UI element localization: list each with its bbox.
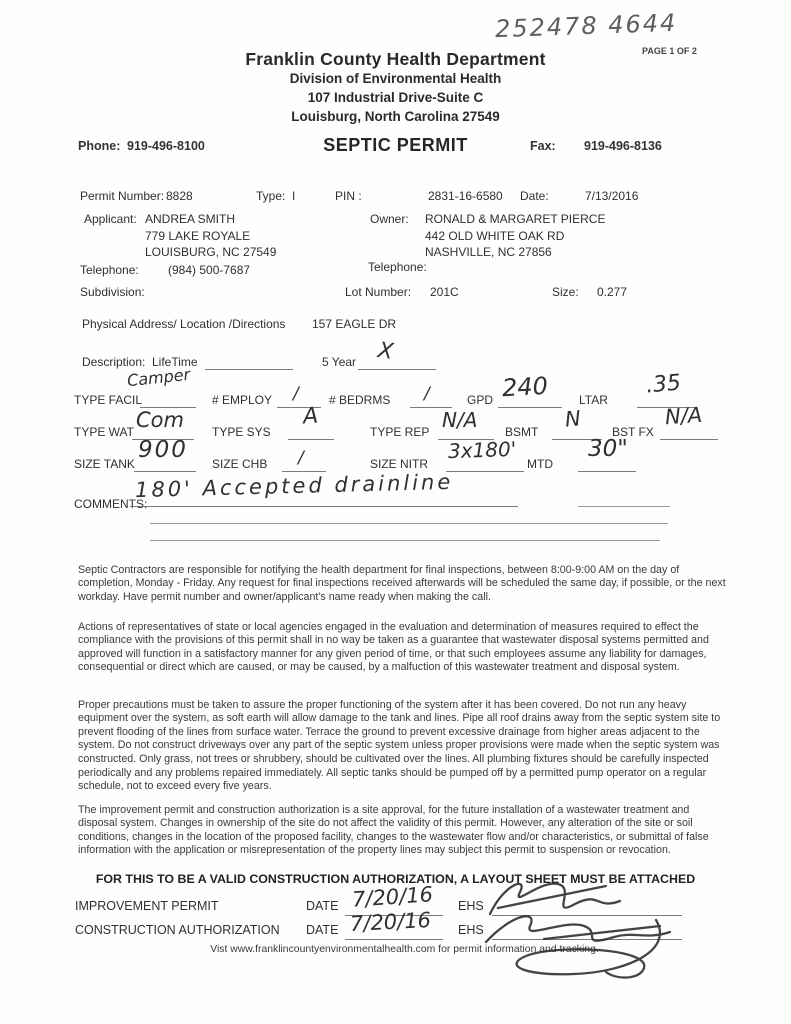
mtd-value: 30" (588, 436, 628, 462)
improvement-permit-label: IMPROVEMENT PERMIT (75, 899, 219, 913)
employ-label: # EMPLOY (212, 393, 273, 407)
owner-label: Owner: (370, 212, 409, 226)
comments-value: 180' Accepted drainline (134, 469, 454, 503)
construction-authorization-label: CONSTRUCTION AUTHORIZATION (75, 923, 280, 937)
size-tank-value: 900 (138, 437, 188, 463)
improvement-date-label: DATE (306, 899, 339, 913)
subdivision-label: Subdivision: (80, 285, 145, 299)
applicant-name: ANDREA SMITH (145, 212, 236, 226)
website-visit-line: Vist www.franklincountyenvironmentalhealth.com for permit information and tracking. (210, 944, 599, 955)
fax-label: Fax: (530, 139, 556, 153)
size-value: 0.277 (597, 285, 628, 299)
ltar-label: LTAR (579, 393, 608, 407)
size-chb-line (282, 471, 326, 472)
org-address: 107 Industrial Drive-Suite C (307, 90, 484, 105)
physical-address-value: 157 EAGLE DR (312, 317, 397, 331)
permit-type-value: I (292, 189, 296, 203)
gpd-line (498, 407, 562, 408)
date-label: Date: (520, 189, 549, 203)
org-name: Franklin County Health Department (245, 49, 546, 69)
applicant-telephone-value: (984) 500-7687 (168, 263, 251, 277)
comments-line-3 (150, 540, 660, 541)
paragraph-proper-precautions: Proper precautions must be taken to assure the proper functioning of the system after it has been covered. Do not run any heavy equipment over the system, as soft earth will allow damage to the tank and lines. Pipe all roof drains away from the septic system site to prevent flooding of the lines from surface water. Terrace the ground to prevent excessive drainage from higher areas adjacent to the system. Do not construct driveways over any part of the septic system unless proper provisions were made when the septic system was constructed. Only grass, not trees or shrubbery, should be cultivated over the lines. All plumbing fixtures should be carefully inspected periodically and any problems repaired immediately. All septic tanks should be pumped off by a permitted pump operator on a regular schedule, not to exceed every five years. (78, 698, 721, 793)
construction-ehs-label: EHS (458, 923, 484, 937)
ltar-value: .35 (644, 370, 683, 399)
size-nitr-label: SIZE NITR (370, 457, 429, 471)
size-nitr-value: 3x180' (447, 436, 517, 464)
mtd-label: MTD (527, 457, 553, 471)
paragraph-agency-liability: Actions of representatives of state or local agencies engaged in the evaluation and determination of measures required to effect the compliance with the provisions of this permit shall in no way be taken as a guarantee that wastewater disposal systems permitted and approved will function in a satisfactory manner for any given period of time, or that such employees assume any liability for damages, consequential or direct which are caused, or may be caused, by a malfuction of this wastewater treatment and disposal system. (78, 620, 709, 674)
handwritten-top-number: 252478 4644 (494, 8, 678, 44)
signature-scribble-icon (478, 876, 708, 986)
applicant-address1: 779 LAKE ROYALE (145, 229, 251, 243)
comments-label: COMMENTS: (74, 497, 148, 511)
page-number-label: PAGE 1 OF 2 (642, 46, 697, 56)
owner-telephone-label: Telephone: (368, 260, 427, 274)
date-value: 7/13/2016 (585, 189, 639, 203)
five-year-label: 5 Year (322, 355, 357, 369)
pin-label: PIN : (335, 189, 362, 203)
fax-value: 919-496-8136 (584, 139, 662, 153)
bst-fx-label: BST FX (612, 425, 654, 439)
size-chb-label: SIZE CHB (212, 457, 268, 471)
org-division: Division of Environmental Health (289, 71, 502, 86)
description-label: Description: (82, 355, 146, 369)
comments-line-1a (130, 506, 518, 507)
type-wat-value: Com (136, 408, 184, 432)
lot-number-label: Lot Number: (345, 285, 412, 299)
five-year-check-value: X (376, 338, 395, 365)
owner-address1: 442 OLD WHITE OAK RD (425, 229, 565, 243)
permit-type-label: Type: (256, 189, 286, 203)
bedrms-label: # BEDRMS (329, 393, 391, 407)
size-label: Size: (552, 285, 579, 299)
type-wat-label: TYPE WAT (74, 425, 134, 439)
gpd-value: 240 (501, 371, 549, 403)
pin-value: 2831-16-6580 (428, 189, 503, 203)
applicant-address2: LOUISBURG, NC 27549 (145, 245, 277, 259)
size-chb-value: / (298, 448, 304, 468)
construction-date-value: 7/20/16 (349, 907, 432, 937)
type-sys-label: TYPE SYS (212, 425, 271, 439)
phone-label: Phone: (78, 139, 121, 153)
improvement-ehs-label: EHS (458, 899, 484, 913)
bst-fx-value: N/A (664, 402, 703, 430)
type-rep-label: TYPE REP (370, 425, 430, 439)
paragraph-site-approval: The improvement permit and construction authorization is a site approval, for the future installation of a wastewater treatment and disposal system. Changes in ownership of the site do not affect the validity of this permit. However, any alteration of the site or soil conditions, changes in the location of the proposed facility, changes to the wastewater flow and/or characteristics, or submittal of false information with the application or misrepresentation of the property lines may subject this permit to suspension or revocation. (78, 803, 709, 857)
applicant-label: Applicant: (84, 212, 137, 226)
type-sys-line (288, 439, 334, 440)
lot-number-value: 201C (430, 285, 459, 299)
signature-stroke (498, 886, 606, 908)
comments-line-1b (578, 506, 670, 507)
permit-number-value: 8828 (166, 189, 193, 203)
gpd-label: GPD (467, 393, 494, 407)
construction-date-label: DATE (306, 923, 339, 937)
lifetime-blank-line (205, 369, 293, 370)
type-sys-value: A (302, 403, 319, 430)
five-year-line (358, 369, 436, 370)
org-city: Louisburg, North Carolina 27549 (291, 109, 500, 124)
bst-fx-line (660, 439, 718, 440)
valid-authorization-heading: FOR THIS TO BE A VALID CONSTRUCTION AUTHORIZATION, A LAYOUT SHEET MUST BE ATTACHED (95, 872, 696, 886)
phone-value: 919-496-8100 (127, 139, 205, 153)
bedrms-value: / (424, 384, 430, 404)
construction-date-line (345, 939, 443, 940)
employ-value: / (293, 384, 299, 404)
type-rep-value: N/A (442, 408, 478, 432)
size-nitr-line (446, 471, 524, 472)
paragraph-final-inspections: Septic Contractors are responsible for notifying the health department for final inspections, between 8:00-9:00 AM on the day of completion, Monday - Friday. Any request for final inspections received afterwards will be scheduled the same day, if possible, or the next workday. Have permit number and owner/applicant's name ready when making the call. (78, 563, 726, 603)
lifetime-label: LifeTime (152, 355, 198, 369)
applicant-telephone-label: Telephone: (80, 263, 139, 277)
owner-address2: NASHVILLE, NC 27856 (425, 245, 552, 259)
size-tank-line (134, 471, 196, 472)
improvement-date-value: 7/20/16 (351, 882, 434, 912)
document-title: SEPTIC PERMIT (323, 135, 468, 155)
owner-name: RONALD & MARGARET PIERCE (425, 212, 606, 226)
bsmt-label: BSMT (505, 425, 539, 439)
type-facil-value: Camper (126, 364, 191, 391)
physical-address-label: Physical Address/ Location /Directions (82, 317, 286, 331)
bsmt-value: N (563, 406, 582, 432)
comments-line-2 (150, 523, 668, 524)
mtd-line (578, 471, 636, 472)
permit-number-label: Permit Number: (80, 189, 165, 203)
signature-stroke (544, 926, 660, 939)
size-tank-label: SIZE TANK (74, 457, 135, 471)
type-facil-label: TYPE FACIL (74, 393, 143, 407)
